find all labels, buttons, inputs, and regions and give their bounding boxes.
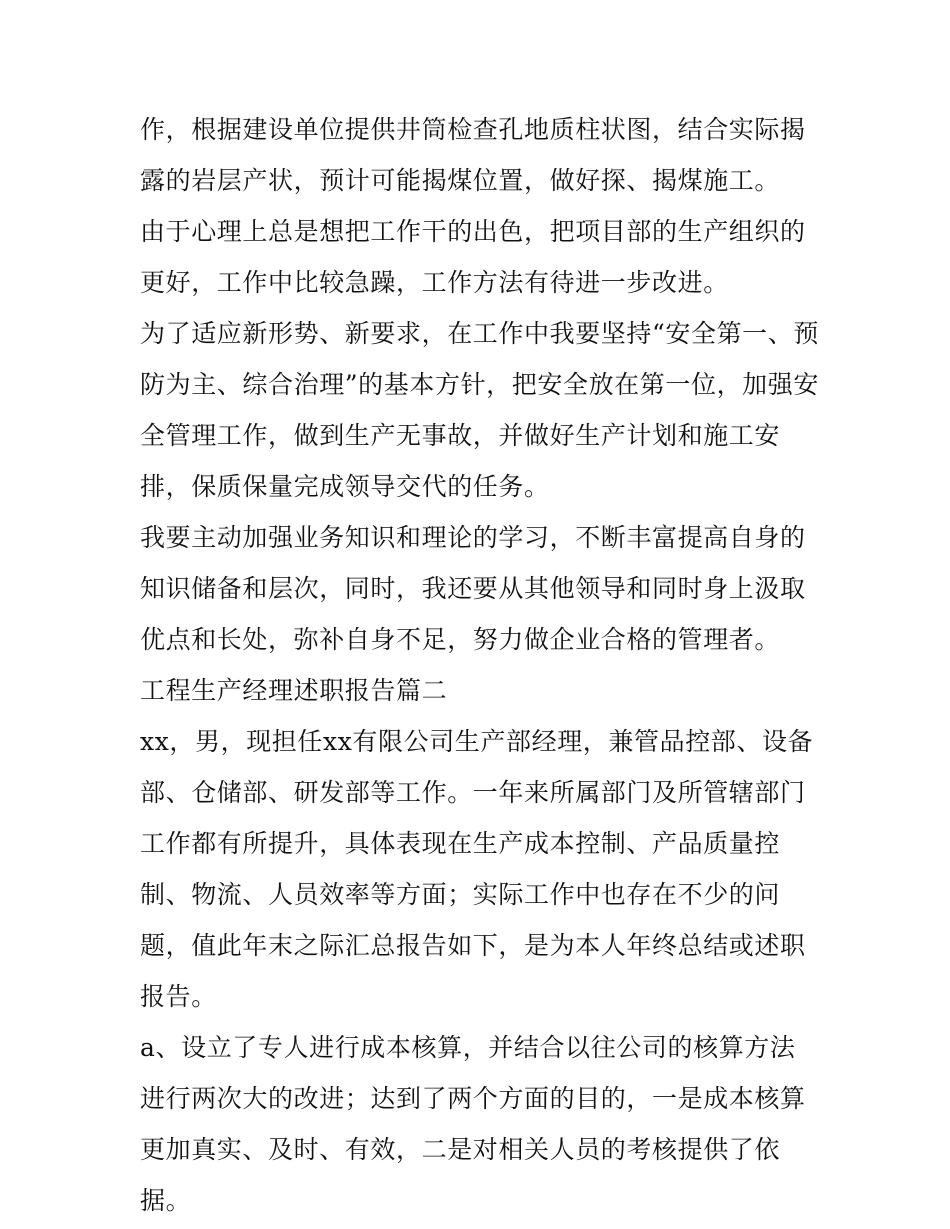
paragraph-self-assessment: 由于心理上总是想把工作干的出色，把项目部的生产组织的更好，工作中比较急躁，工作方法有待进一步改进。	[140, 217, 806, 297]
paragraph-learning-plan: 我要主动加强业务知识和理论的学习，不断丰富提高自身的知识储备和层次，同时，我还要从其他领导和同时身上汲取优点和长处，弥补自身不足，努力做企业合格的管理者。	[140, 523, 806, 654]
paragraph-geology-survey: 作，根据建设单位提供井筒检查孔地质柱状图，结合实际揭露的岩层产状，预计可能揭煤位置，做好探、揭煤施工。	[140, 115, 806, 195]
document-body	[140, 104, 820, 1226]
paragraph-cost-accounting: a、设立了专人进行成本核算，并结合以往公司的核算方法进行两次大的改进；达到了两个方面的目的，一是成本核算更加真实、及时、有效，二是对相关人员的考核提供了依据。	[140, 1033, 806, 1215]
paragraph-introduction: xx，男，现担任xx有限公司生产部经理，兼管品控部、设备部、仓储部、研发部等工作。一年来所属部门及所管辖部门工作都有所提升，具体表现在生产成本控制、产品质量控制、物流、人员效率等方面；实际工作中也存在不少的问题，值此年末之际汇总报告如下，是为本人年终总结或述职报告。	[140, 727, 814, 1011]
section-heading: 工程生产经理述职报告篇二	[140, 676, 448, 705]
paragraph-safety-policy: 为了适应新形势、新要求，在工作中我要坚持“安全第一、预防为主、综合治理”的基本方针，把安全放在第一位，加强安全管理工作，做到生产无事故，并做好生产计划和施工安排，保质保量完成领导交代的任务。	[140, 319, 819, 501]
